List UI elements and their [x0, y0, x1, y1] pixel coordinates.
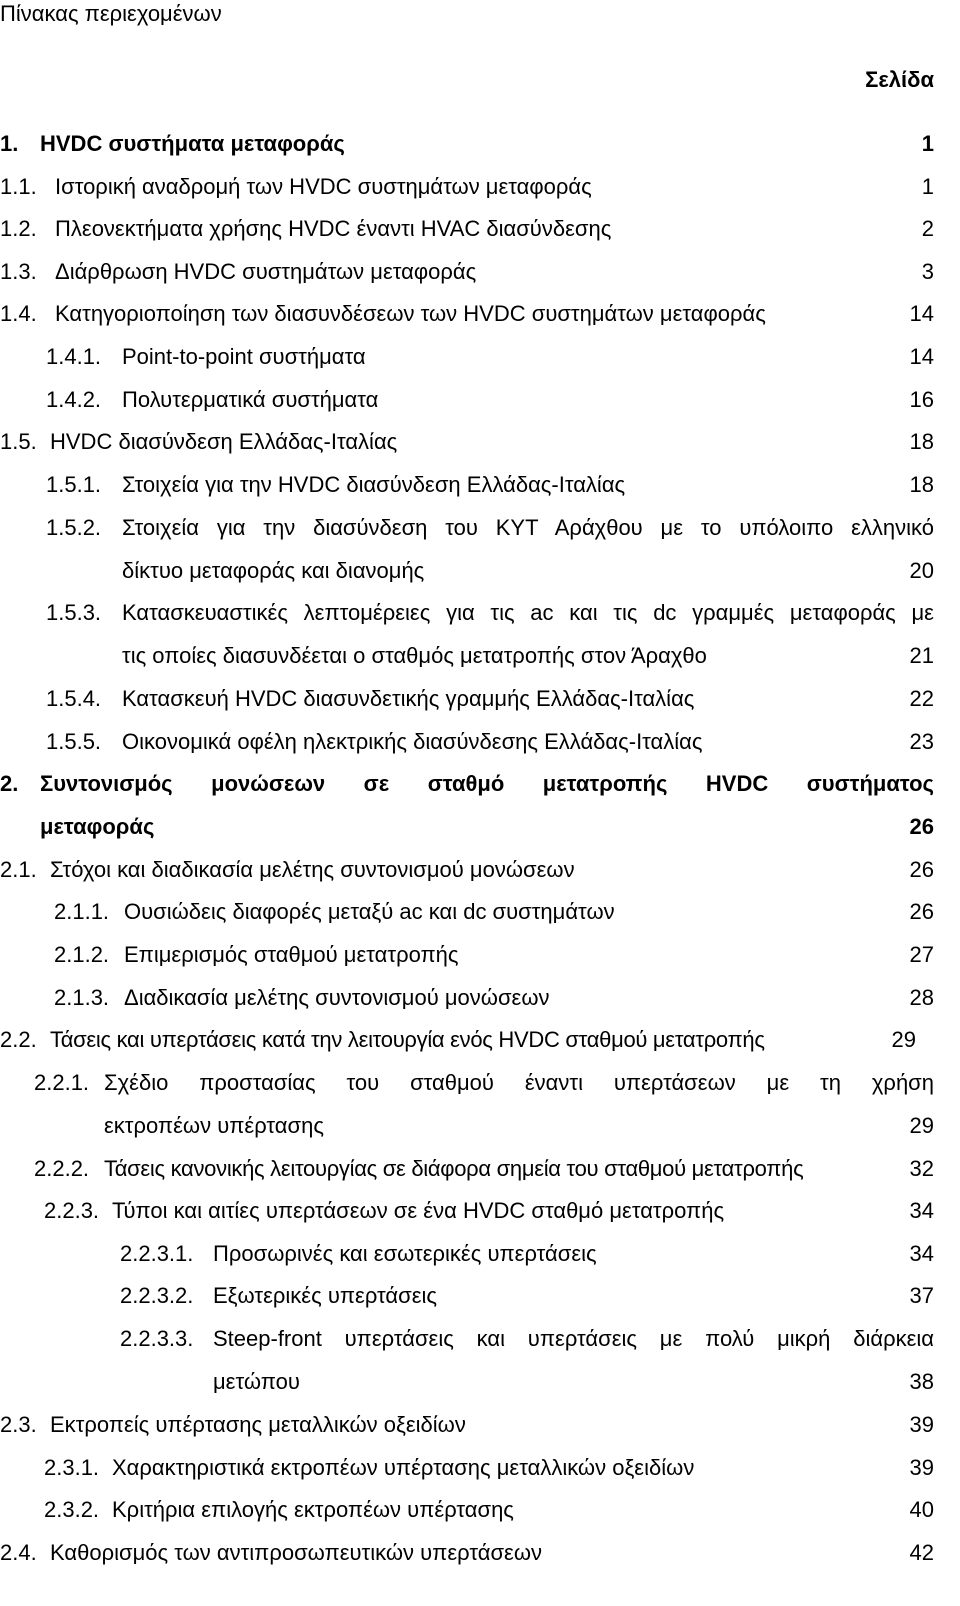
toc-entry-title: Οικονομικά οφέλη ηλεκτρικής διασύνδεσης Ελλάδας-Ιταλίας [122, 729, 703, 754]
toc-entry-title: Χαρακτηριστικά εκτροπέων υπέρτασης μεταλλικών οξειδίων [112, 1455, 695, 1480]
toc-entry-number: 2.1. [0, 857, 37, 882]
toc-entry-page: 34 [909, 1241, 934, 1266]
toc-entry-page: 37 [909, 1283, 934, 1308]
toc-entry-number: 2.2.3.1. [120, 1241, 194, 1266]
toc-entry-title: Κατασκευαστικές λεπτομέρειες για τις ac και τις dc γραμμές μεταφοράς με [122, 600, 934, 625]
toc-entry-title: Κατηγοριοποίηση των διασυνδέσεων των HVDC συστημάτων μεταφοράς [55, 301, 766, 326]
toc-entry-page: 18 [909, 472, 934, 497]
toc-entry-title: Εκτροπείς υπέρτασης μεταλλικών οξειδίων [50, 1412, 466, 1437]
toc-entry-number: 1.5.4. [46, 686, 102, 711]
toc-entry-title: Point-to-point συστήματα [122, 344, 366, 369]
toc-entry[interactable] [0, 514, 934, 586]
toc-entry-title: Στοιχεία για την HVDC διασύνδεση Ελλάδας-Ιταλίας [122, 472, 626, 497]
toc-entry-title-continued: τις οποίες διασυνδέεται ο σταθμός μετατροπής στον Άραχθο [122, 643, 707, 668]
toc-entry-page: 18 [909, 429, 934, 454]
toc-entry-number: 2.2.2. [34, 1156, 90, 1181]
toc-entry-title: Στοιχεία για την διασύνδεση του ΚΥΤ Αράχθου με το υπόλοιπο ελληνικό [122, 515, 934, 540]
toc-entry-page: 22 [909, 686, 934, 711]
toc-entry-title: Εξωτερικές υπερτάσεις [213, 1283, 438, 1308]
toc-entry-title: Τάσεις και υπερτάσεις κατά την λειτουργία ενός HVDC σταθμού μετατροπής [50, 1027, 765, 1052]
toc-entry-number: 2.4. [0, 1540, 37, 1565]
toc-entry-number: 1.5.2. [46, 515, 102, 540]
toc-entry-title: Διαδικασία μελέτης συντονισμού μονώσεων [124, 985, 550, 1010]
toc-entry-number: 1.5.1. [46, 472, 102, 497]
toc-entry[interactable] [0, 599, 934, 671]
toc-entry-title: Ουσιώδεις διαφορές μεταξύ ac και dc συστημάτων [124, 899, 615, 924]
toc-entry-number: 2.3.2. [44, 1497, 100, 1522]
toc-entry-title-continued: εκτροπέων υπέρτασης [104, 1113, 324, 1138]
page-column-label: Σελίδα [865, 67, 934, 92]
toc-entry-title-continued: μεταφοράς [40, 814, 155, 839]
toc-entry-number: 2. [0, 771, 19, 796]
toc-entry-page: 27 [909, 942, 934, 967]
toc-entry-page: 40 [909, 1497, 934, 1522]
toc-entry-page: 16 [909, 387, 934, 412]
toc-entry-title: HVDC διασύνδεση Ελλάδας-Ιταλίας [50, 429, 398, 454]
toc-entry-page: 26 [909, 899, 934, 924]
toc-entry-page: 34 [909, 1198, 934, 1223]
toc-entry-title: Επιμερισμός σταθμού μετατροπής [124, 942, 459, 967]
toc-entry-number: 2.2.3.3. [120, 1326, 194, 1351]
toc-entry-number: 2.3.1. [44, 1455, 100, 1480]
toc-entry-page: 29 [891, 1027, 916, 1052]
toc-entry-title: Ιστορική αναδρομή των HVDC συστημάτων μεταφοράς [55, 174, 592, 199]
toc-entry-page: 1 [921, 131, 934, 156]
toc-entry-page: 32 [909, 1156, 934, 1181]
toc-entry-title: Πολυτερματικά συστήματα [122, 387, 379, 412]
toc-entry-page: 29 [909, 1113, 934, 1138]
toc-entry-title: Διάρθρωση HVDC συστημάτων μεταφοράς [55, 259, 477, 284]
toc-entry-number: 2.2.3. [44, 1198, 100, 1223]
toc-entry[interactable] [0, 1069, 934, 1141]
toc-entry-title: Steep-front υπερτάσεις και υπερτάσεις με πολύ μικρή διάρκεια [213, 1326, 934, 1351]
toc-entry-page: 20 [909, 558, 934, 583]
toc-entry-page: 26 [909, 857, 934, 882]
toc-entry-number: 2.2. [0, 1027, 37, 1052]
toc-entry-page: 3 [921, 259, 934, 284]
toc-entry-number: 1.5.3. [46, 600, 102, 625]
toc-entry-title: Κατασκευή HVDC διασυνδετικής γραμμής Ελλάδας-Ιταλίας [122, 686, 695, 711]
toc-entry-title: Συντονισμός μονώσεων σε σταθμό μετατροπής HVDC συστήματος [40, 771, 934, 796]
toc-entry-number: 2.3. [0, 1412, 37, 1437]
toc-entry-page: 38 [909, 1369, 934, 1394]
toc-entry-number: 1. [0, 131, 19, 156]
toc-entry[interactable] [0, 770, 934, 842]
toc-entry-number: 2.1.2. [54, 942, 110, 967]
toc-entry-page: 39 [909, 1412, 934, 1437]
toc-title: Πίνακας περιεχομένων [0, 1, 222, 26]
toc-entry-title-continued: δίκτυο μεταφοράς και διανομής [122, 558, 425, 583]
toc-entry-number: 1.5. [0, 429, 37, 454]
toc-entry-page: 14 [909, 301, 934, 326]
toc-entry-title: Καθορισμός των αντιπροσωπευτικών υπερτάσεων [50, 1540, 543, 1565]
toc-entry-page: 23 [909, 729, 934, 754]
toc-entry-number: 1.3. [0, 259, 37, 284]
toc-entry-number: 2.2.3.2. [120, 1283, 194, 1308]
toc-entry-number: 1.4. [0, 301, 37, 326]
toc-entry-number: 2.1.1. [54, 899, 110, 924]
toc-entry-page: 14 [909, 344, 934, 369]
toc-entry-title: Στόχοι και διαδικασία μελέτης συντονισμού μονώσεων [50, 857, 575, 882]
toc-entry-number: 2.2.1. [34, 1070, 90, 1095]
toc-entry-page: 2 [921, 216, 934, 241]
toc-entry-page: 1 [921, 174, 934, 199]
toc-entry-title: Κριτήρια επιλογής εκτροπέων υπέρτασης [112, 1497, 514, 1522]
toc-entry-page: 28 [909, 985, 934, 1010]
toc-entry-title: Προσωρινές και εσωτερικές υπερτάσεις [213, 1241, 597, 1266]
toc-entry-title: Τύποι και αιτίες υπερτάσεων σε ένα HVDC σταθμό μετατροπής [112, 1198, 725, 1223]
toc-entry-title: HVDC συστήματα μεταφοράς [40, 131, 345, 156]
toc-entry-title: Πλεονεκτήματα χρήσης HVDC έναντι HVAC διασύνδεσης [55, 216, 612, 241]
toc-entry-number: 1.5.5. [46, 729, 102, 754]
toc-entry-number: 1.2. [0, 216, 37, 241]
toc-entry-number: 1.4.2. [46, 387, 102, 412]
toc-entry-title-continued: μετώπου [213, 1369, 300, 1394]
toc-entry-title: Σχέδιο προστασίας του σταθμού έναντι υπερτάσεων με τη χρήση [104, 1070, 934, 1095]
toc-entry-page: 39 [909, 1455, 934, 1480]
toc-entry[interactable] [0, 1325, 934, 1397]
toc-entry-number: 1.1. [0, 174, 37, 199]
toc-entry-page: 21 [909, 643, 934, 668]
toc-entry-number: 2.1.3. [54, 985, 110, 1010]
toc-entry-page: 42 [909, 1540, 934, 1565]
toc-entry-title: Τάσεις κανονικής λειτουργίας σε διάφορα σημεία του σταθμού μετατροπής [104, 1156, 804, 1181]
toc-entry-number: 1.4.1. [46, 344, 102, 369]
toc-entry-page: 26 [909, 814, 934, 839]
